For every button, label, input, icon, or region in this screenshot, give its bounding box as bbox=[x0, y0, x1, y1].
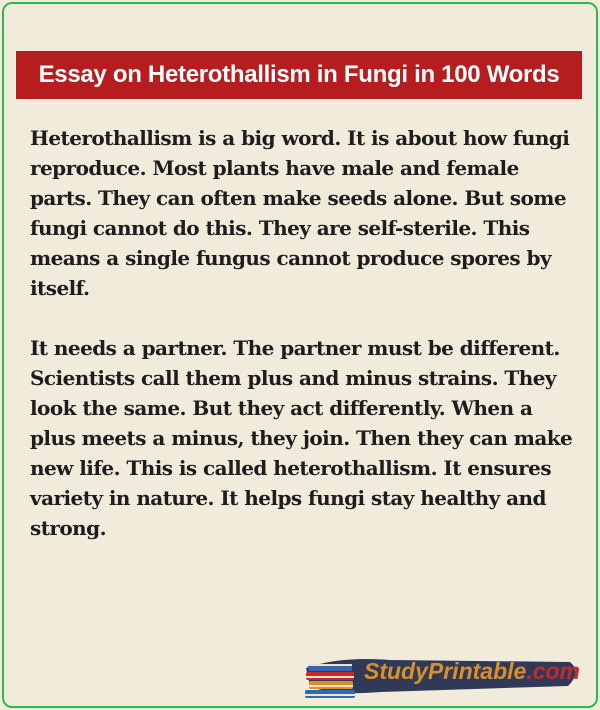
essay-body bbox=[30, 123, 578, 573]
logo-brand: StudyPrintable bbox=[364, 658, 527, 684]
paragraph-2: It needs a partner. The partner must be different. Scientists call them plus and minus strains. They look the same. But they act differently. When a plus meets a minus, they join. Then they can make new life. This is called heterothallism. It ensures variety in nature. It helps fungi stay healthy and strong. bbox=[30, 336, 573, 540]
logo-wordmark bbox=[364, 658, 580, 685]
paragraph-1: Heterothallism is a big word. It is about how fungi reproduce. Most plants have male and female parts. They can often make seeds alone. But some fungi cannot do this. They are self-sterile. This means a single fungus cannot produce spores by itself. bbox=[30, 126, 570, 300]
essay-title: Essay on Heterothallism in Fungi in 100 Words bbox=[16, 51, 582, 99]
studyprintable-logo bbox=[300, 646, 585, 704]
logo-suffix: .com bbox=[526, 658, 580, 684]
